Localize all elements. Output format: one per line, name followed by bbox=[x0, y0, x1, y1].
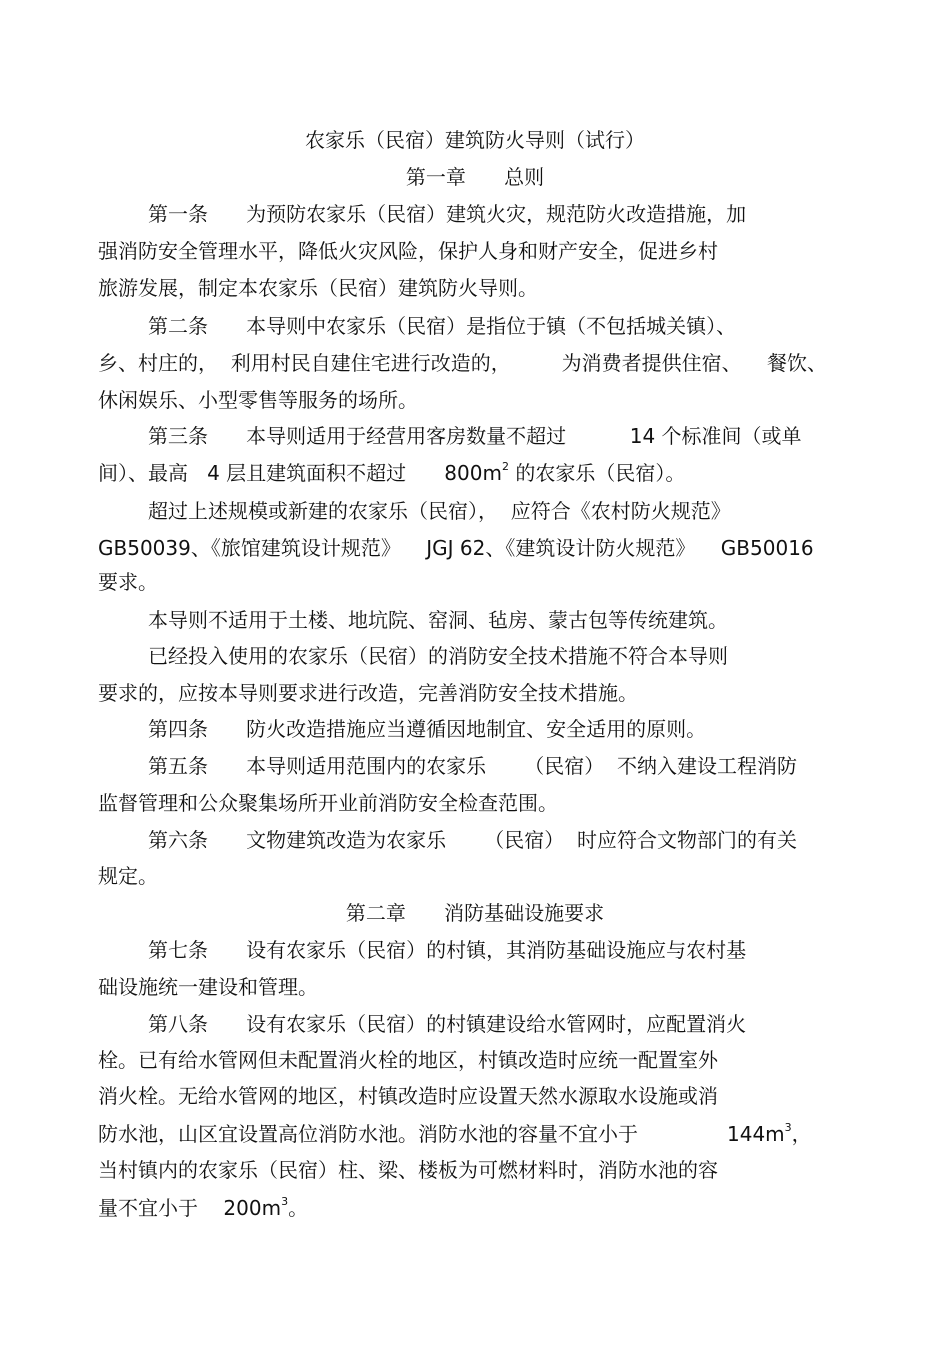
article-3-para-4-line-1: 已经投入使用的农家乐（民宿）的消防安全技术措施不符合本导则 bbox=[148, 644, 728, 668]
article-8-line-6: 量不宜小于 $200m^3$。 bbox=[98, 1195, 309, 1220]
article-8-line-2: 栓。已有给水管网但未配置消火栓的地区，村镇改造时应统一配置室外 bbox=[98, 1048, 718, 1072]
article-3-line-1: 第三条 本导则适用于经营用客房数量不超过 14 个标准间（或单 bbox=[148, 424, 802, 448]
article-8-line-4: 防水池，山区宜设置高位消防水池。消防水池的容量不宜小于 $144m^3$， bbox=[98, 1121, 812, 1146]
article-3-para-2-line-3: 要求。 bbox=[98, 570, 158, 594]
article-3-line-2: 间）、最高 4 层且建筑面积不超过 $800m^2$ 的农家乐（民宿）。 bbox=[98, 460, 686, 485]
article-1-line-3: 旅游发展，制定本农家乐（民宿）建筑防火导则。 bbox=[98, 276, 538, 300]
article-8-line-3: 消火栓。无给水管网的地区，村镇改造时应设置天然水源取水设施或消 bbox=[98, 1084, 718, 1108]
chapter-2-heading: 第二章 消防基础设施要求 bbox=[345, 901, 605, 925]
article-4: 第四条 防火改造措施应当遵循因地制宜、安全适用的原则。 bbox=[148, 717, 707, 741]
article-8-line-5: 当村镇内的农家乐（民宿）柱、梁、楼板为可燃材料时，消防水池的容 bbox=[98, 1158, 718, 1182]
article-6-line-2: 规定。 bbox=[98, 864, 158, 888]
article-2-line-1: 第二条 本导则中农家乐（民宿）是指位于镇（不包括城关镇）、 bbox=[148, 314, 737, 338]
article-6-line-1: 第六条 文物建筑改造为农家乐 （民宿） 时应符合文物部门的有关 bbox=[148, 828, 798, 852]
article-1-line-2: 强消防安全管理水平，降低火灾风险，保护人身和财产安全，促进乡村 bbox=[98, 239, 718, 263]
article-2-line-2: 乡、村庄的， 利用村民自建住宅进行改造的， 为消费者提供住宿、 餐饮、 bbox=[98, 351, 828, 375]
article-3-para-2-line-2: GB50039、《旅馆建筑设计规范》 JGJ 62、《建筑设计防火规范》 GB50016 bbox=[98, 536, 814, 560]
article-5-line-1: 第五条 本导则适用范围内的农家乐 （民宿） 不纳入建设工程消防 bbox=[148, 754, 798, 778]
article-3-para-2-line-1: 超过上述规模或新建的农家乐（民宿）， 应符合《农村防火规范》 bbox=[148, 499, 731, 523]
article-3-para-4-line-2: 要求的，应按本导则要求进行改造，完善消防安全技术措施。 bbox=[98, 681, 638, 705]
article-7-line-2: 础设施统一建设和管理。 bbox=[98, 975, 318, 999]
article-5-line-2: 监督管理和公众聚集场所开业前消防安全检查范围。 bbox=[98, 791, 558, 815]
document-title: 农家乐（民宿）建筑防火导则（试行） bbox=[305, 128, 645, 152]
article-1-line-1: 第一条 为预防农家乐（民宿）建筑火灾，规范防火改造措施，加 bbox=[148, 202, 747, 226]
article-7-line-1: 第七条 设有农家乐（民宿）的村镇，其消防基础设施应与农村基 bbox=[148, 938, 747, 962]
chapter-1-heading: 第一章 总则 bbox=[405, 165, 545, 189]
article-8-line-1: 第八条 设有农家乐（民宿）的村镇建设给水管网时，应配置消火 bbox=[148, 1012, 747, 1036]
article-2-line-3: 休闲娱乐、小型零售等服务的场所。 bbox=[98, 388, 418, 412]
article-3-para-3: 本导则不适用于土楼、地坑院、窑洞、毡房、蒙古包等传统建筑。 bbox=[148, 608, 728, 632]
